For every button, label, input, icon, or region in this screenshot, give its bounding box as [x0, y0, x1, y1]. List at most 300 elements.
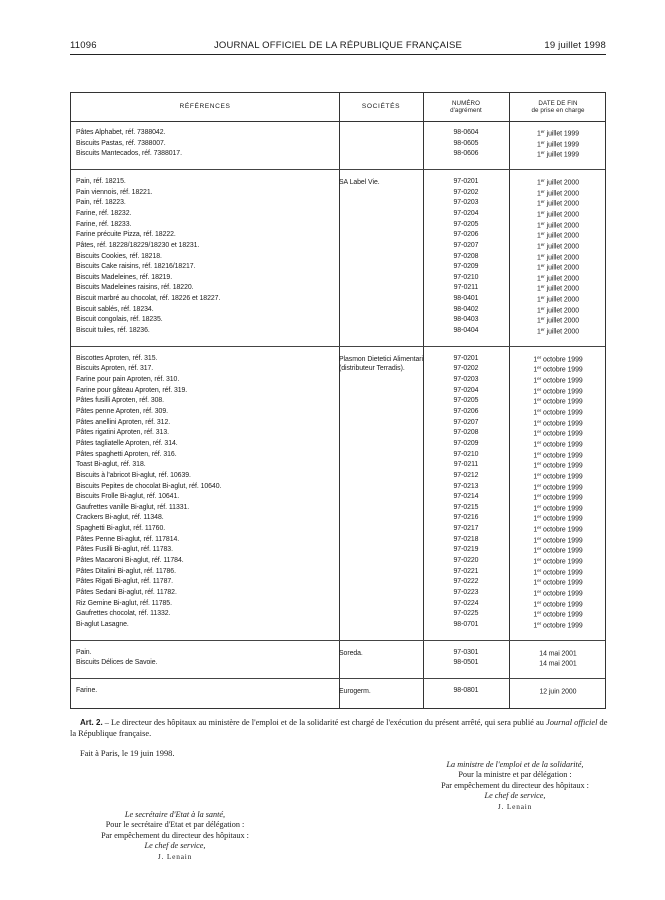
- end-date-ordinal: er: [537, 354, 542, 360]
- end-date-cell: [509, 578, 607, 587]
- end-date-ordinal: er: [540, 252, 545, 258]
- end-date-ordinal: er: [537, 610, 542, 616]
- end-date-cell: [509, 253, 607, 262]
- end-date-rest: octobre 1999: [541, 505, 583, 513]
- agreement-number-cell: 97-0217: [453, 525, 479, 533]
- end-date-cell: [509, 546, 607, 555]
- agreement-number-cell: 98-0403: [453, 316, 479, 324]
- reference-cell: Biscuit sablés, réf. 18234.: [76, 305, 154, 313]
- end-date-rest: octobre 1999: [541, 462, 583, 470]
- end-date-ordinal: er: [540, 305, 545, 311]
- agreement-number-cell: 97-0225: [453, 610, 479, 618]
- end-date-rest: octobre 1999: [541, 452, 583, 460]
- end-date-day: 1: [536, 296, 541, 304]
- end-date-rest: octobre 1999: [541, 537, 583, 545]
- end-date-day: 1: [536, 211, 541, 219]
- end-date-day: 1: [533, 569, 538, 577]
- agreement-number-cell: 97-0202: [453, 365, 479, 373]
- end-date-cell: [509, 150, 607, 159]
- end-date-day: 1: [536, 317, 541, 325]
- end-date-cell: [509, 327, 607, 336]
- reference-cell: Pâtes fusilli Aproten, réf. 308.: [76, 397, 165, 405]
- end-date-day: 1: [533, 505, 538, 513]
- reference-cell: Pâtes Alphabet, réf. 7388042.: [76, 129, 166, 136]
- end-date-day: 1: [536, 275, 541, 283]
- reference-cell: Bi-aglut Lasagne.: [76, 620, 129, 628]
- agreement-number-cell: 97-0204: [453, 386, 479, 394]
- end-date-rest: octobre 1999: [541, 579, 583, 587]
- end-date-ordinal: er: [537, 397, 542, 403]
- agreement-number-cell: 97-0214: [453, 493, 479, 501]
- end-date-cell: [509, 514, 607, 523]
- agreement-number-cell: 98-0701: [453, 620, 479, 628]
- agreement-number-cell: 97-0211: [453, 284, 479, 292]
- end-date-cell: [509, 306, 607, 315]
- end-date-cell: [509, 568, 607, 577]
- end-date-rest: octobre 1999: [541, 377, 583, 385]
- end-date-day: 1: [533, 366, 538, 374]
- end-date-cell: [509, 687, 607, 696]
- end-date-rest: octobre 1999: [541, 601, 583, 609]
- article-text-end: de la République française.: [70, 718, 608, 738]
- agreement-number-cell: 97-0213: [453, 482, 479, 490]
- table-header: [71, 93, 605, 122]
- end-date-ordinal: er: [537, 567, 542, 573]
- reference-cell: Pâtes penne Aproten, réf. 309.: [76, 407, 168, 415]
- end-date-ordinal: er: [537, 589, 542, 594]
- agreement-number-cell: 97-0221: [453, 567, 479, 575]
- reference-cell: Gaufrettes vanille Bi-aglut, réf. 11331.: [76, 503, 190, 511]
- agreement-number-cell: 97-0211: [453, 461, 479, 469]
- end-date-cell: [509, 140, 607, 149]
- end-date-cell: [509, 274, 607, 283]
- end-date-cell: [509, 316, 607, 325]
- end-date-day: 1: [533, 462, 538, 470]
- agreement-number-cell: 97-0209: [453, 439, 479, 447]
- end-date-ordinal: er: [540, 220, 545, 226]
- agreement-number-cell: 97-0210: [453, 450, 479, 458]
- end-date-ordinal: er: [540, 316, 545, 322]
- agreement-number-cell: 97-0202: [453, 188, 479, 196]
- end-date-rest: juillet 2000: [544, 254, 579, 261]
- end-date-cell: [509, 610, 607, 619]
- end-date-cell: [509, 589, 607, 598]
- societe-name: Eurogerm.: [339, 687, 371, 695]
- end-date-rest: juillet 2000: [544, 200, 579, 208]
- end-date-ordinal: er: [540, 284, 545, 290]
- end-date-day: 1: [533, 409, 538, 417]
- end-date-day: 1: [533, 388, 538, 396]
- agreement-number-cell: 97-0207: [453, 418, 479, 426]
- agreement-number-cell: 98-0404: [453, 327, 479, 335]
- issue-date: 19 juillet 1998: [544, 40, 606, 51]
- agreement-number-cell: 97-0210: [453, 273, 479, 281]
- group-divider: [71, 169, 605, 170]
- end-date-day: 1: [536, 264, 541, 272]
- col-header-societes: SOCIÉTÉS: [361, 103, 401, 111]
- end-date-ordinal: er: [540, 327, 545, 333]
- signature-role: Le chef de service,: [484, 791, 546, 801]
- end-date-ordinal: er: [537, 599, 542, 605]
- col-header-numero: [423, 93, 509, 121]
- reference-cell: Pâtes Fusilli Bi-aglut, réf. 11783.: [76, 546, 173, 554]
- end-date-day: 1: [533, 611, 538, 619]
- end-date-cell: [509, 472, 607, 481]
- end-date-ordinal: er: [537, 471, 542, 477]
- agreement-number-cell: 97-0201: [453, 177, 479, 185]
- end-date-day: 1: [536, 232, 541, 240]
- end-date-ordinal: er: [537, 535, 542, 541]
- agreement-number-cell: 97-0218: [453, 535, 479, 543]
- reference-cell: Biscuit congolais, réf. 18235.: [76, 316, 163, 324]
- reference-cell: Biscuits Madeleines, réf. 18219.: [76, 273, 173, 281]
- agreement-number-cell: 97-0206: [453, 231, 479, 239]
- end-date-cell: [509, 408, 607, 417]
- end-date-ordinal: er: [540, 241, 545, 247]
- signature-title: La ministre de l'emploi et de la solidarité,: [446, 760, 584, 769]
- end-date-cell: [509, 387, 607, 396]
- reference-cell: Pain.: [76, 648, 92, 656]
- end-date-cell: [509, 649, 607, 658]
- end-date-cell: [509, 451, 607, 460]
- end-date-ordinal: er: [540, 150, 545, 156]
- page-header: [70, 40, 606, 54]
- end-date-day: 1: [533, 430, 538, 438]
- reference-cell: Farine pour pain Aproten, réf. 310.: [76, 376, 180, 383]
- end-date-rest: octobre 1999: [541, 611, 583, 619]
- agreement-number-cell: 97-0205: [453, 220, 479, 228]
- agreement-number-cell: 97-0223: [453, 589, 479, 596]
- article-2: [70, 718, 610, 739]
- end-date-day: 1: [536, 285, 541, 293]
- reference-cell: Pain, réf. 18223.: [76, 199, 126, 207]
- end-date-cell: [509, 284, 607, 293]
- reference-cell: Biscuit tuiles, réf. 18236.: [76, 327, 150, 335]
- signature-line: Par empêchement du directeur des hôpitaux :: [101, 830, 249, 840]
- end-date-rest: juillet 1999: [544, 130, 579, 138]
- group-divider: [71, 346, 605, 347]
- end-date-rest: juillet 2000: [544, 317, 579, 325]
- signature-name: J. Lenain: [157, 851, 193, 861]
- reference-cell: Pâtes spaghetti Aproten, réf. 316.: [76, 450, 177, 458]
- agreement-number-cell: 97-0203: [453, 199, 479, 207]
- end-date-day: 1: [536, 307, 541, 315]
- end-date-rest: octobre 1999: [541, 388, 583, 396]
- reference-cell: Farine pour gâteau Aproten, réf. 319.: [76, 386, 188, 394]
- end-date-cell: [509, 493, 607, 502]
- end-date-cell: [509, 504, 607, 513]
- end-date-day: 1: [536, 179, 541, 187]
- end-date-rest: octobre 1999: [541, 515, 583, 523]
- end-date-cell: [509, 621, 607, 630]
- agreement-number-cell: 97-0204: [453, 209, 479, 217]
- end-date-cell: [509, 557, 607, 566]
- end-date-day: 1: [533, 377, 538, 385]
- agreement-number-cell: 97-0222: [453, 578, 479, 586]
- col-header-references: RÉFÉRENCES: [179, 103, 231, 111]
- end-date-cell: [509, 429, 607, 438]
- agreement-number-cell: 98-0401: [453, 295, 479, 303]
- end-date-day: 1: [536, 254, 541, 261]
- end-date-ordinal: er: [540, 209, 545, 215]
- reference-cell: Biscuits Frolle Bi-aglut, réf. 10641.: [76, 493, 180, 501]
- agreement-number-cell: 97-0219: [453, 546, 479, 554]
- end-date-cell: [509, 365, 607, 374]
- end-date-cell: [509, 659, 607, 668]
- agreement-number-cell: 97-0201: [453, 354, 479, 362]
- end-date-cell: [509, 129, 607, 138]
- end-date-rest: octobre 1999: [541, 473, 583, 481]
- end-date-cell: [509, 295, 607, 304]
- end-date-day: 1: [533, 526, 538, 534]
- end-date-rest: juillet 2000: [544, 190, 579, 198]
- end-date-rest: octobre 1999: [541, 420, 583, 428]
- end-date-cell: [509, 189, 607, 198]
- end-date-day: 1: [533, 494, 538, 502]
- end-date-cell: [509, 263, 607, 272]
- agreement-number-cell: 97-0208: [453, 429, 479, 437]
- end-date-rest: juillet 2000: [544, 296, 579, 304]
- reference-cell: Spaghetti Bi-aglut, réf. 11760.: [76, 525, 166, 533]
- end-date-cell: [509, 397, 607, 406]
- reference-cell: Farine précuite Pizza, réf. 18222.: [76, 231, 176, 239]
- group-divider: [71, 678, 605, 679]
- reference-cell: Biscuits Pastas, réf. 7388007.: [76, 139, 166, 147]
- reference-cell: Toast Bi-aglut, réf. 318.: [76, 461, 146, 469]
- end-date-rest: juillet 2000: [544, 275, 579, 283]
- end-date-cell: [509, 536, 607, 545]
- end-date-rest: 14 mai 2001: [539, 650, 577, 658]
- agreement-number-cell: 97-0209: [453, 263, 479, 271]
- reference-cell: Biscuits Mantecados, réf. 7388017.: [76, 150, 182, 158]
- end-date-cell: [509, 231, 607, 240]
- col-header-date-line2: de prise en charge: [531, 107, 585, 114]
- agreement-table: [70, 92, 606, 709]
- end-date-rest: octobre 1999: [541, 558, 583, 566]
- agreement-number-cell: 98-0402: [453, 305, 479, 313]
- end-date-ordinal: er: [540, 263, 545, 269]
- societe-name: Soreda.: [339, 649, 363, 657]
- reference-cell: Pâtes tagliatelle Aproten, réf. 314.: [76, 439, 178, 447]
- reference-cell: Biscuits Pepites de chocolat Bi-aglut, réf. 10640.: [76, 482, 222, 490]
- col-header-numero-line1: NUMÉRO: [451, 99, 481, 107]
- end-date-ordinal: er: [537, 450, 542, 456]
- end-date-day: 1: [533, 441, 538, 449]
- fait-a-paris: Fait à Paris, le 19 juin 1998.: [80, 749, 175, 758]
- end-date-ordinal: er: [537, 365, 542, 371]
- reference-cell: Biscuits à l'abricot Bi-aglut, réf. 10639.: [76, 471, 191, 479]
- page-number: 11096: [70, 40, 97, 51]
- societe-name: Plasmon Dietetici Alimentari (distributeur Terradis).: [339, 355, 423, 372]
- end-date-cell: [509, 419, 607, 428]
- end-date-ordinal: er: [540, 273, 545, 279]
- end-date-rest: octobre 1999: [541, 366, 583, 374]
- article-text: – Le directeur des hôpitaux au ministère de l'emploi et de la solidarité est chargé de l'exécution du présent arrêté, qui sera publié au: [102, 718, 546, 727]
- end-date-day: 1: [536, 141, 541, 149]
- reference-cell: Pâtes, réf. 18228/18229/18230 et 18231.: [76, 241, 200, 249]
- end-date-day: 1: [536, 243, 541, 251]
- end-date-cell: [509, 525, 607, 534]
- end-date-rest: 14 mai 2001: [539, 660, 577, 668]
- end-date-ordinal: er: [537, 418, 542, 424]
- article-label: Art. 2.: [80, 718, 103, 727]
- end-date-day: 1: [536, 222, 541, 230]
- end-date-ordinal: er: [537, 407, 542, 413]
- end-date-ordinal: er: [537, 493, 542, 499]
- societe-name: SA Label Vie.: [339, 178, 380, 186]
- end-date-ordinal: er: [540, 139, 545, 145]
- signature-name: J. Lenain: [497, 801, 533, 811]
- end-date-cell: [509, 242, 607, 251]
- signature-role: Le chef de service,: [144, 841, 206, 851]
- end-date-rest: juillet 1999: [544, 151, 579, 159]
- end-date-rest: octobre 1999: [541, 430, 583, 438]
- end-date-ordinal: er: [537, 514, 542, 520]
- end-date-day: 1: [533, 420, 538, 428]
- col-header-numero-line2: d'agrément: [450, 107, 482, 114]
- signature-line: Pour le secrétaire d'Etat et par délégation :: [105, 820, 245, 830]
- end-date-ordinal: er: [540, 199, 545, 205]
- signature-block-ministre: [400, 760, 630, 812]
- signature-title: Le secrétaire d'Etat à la santé,: [124, 810, 226, 819]
- journal-title: JOURNAL OFFICIEL DE LA RÉPUBLIQUE FRANÇAISE: [213, 40, 463, 51]
- agreement-number-cell: 97-0208: [453, 252, 479, 260]
- reference-cell: Biscuits Cake raisins, réf. 18216/18217.: [76, 263, 196, 271]
- end-date-rest: 12 juin 2000: [539, 688, 577, 696]
- agreement-number-cell: 97-0301: [453, 648, 479, 656]
- reference-cell: Biscuits Madeleines raisins, réf. 18220.: [76, 284, 194, 292]
- end-date-rest: juillet 2000: [544, 264, 579, 272]
- reference-cell: Biscuits Cookies, réf. 18218.: [76, 252, 162, 260]
- end-date-rest: juillet 2000: [544, 179, 579, 187]
- reference-cell: Pâtes Macaroni Bi-aglut, réf. 11784.: [76, 557, 184, 565]
- end-date-cell: [509, 600, 607, 609]
- end-date-ordinal: er: [537, 461, 542, 467]
- end-date-cell: [509, 221, 607, 230]
- reference-cell: Gaufrettes chocolat, réf. 11332.: [76, 610, 171, 618]
- reference-cell: Farine.: [76, 686, 98, 694]
- end-date-rest: juillet 2000: [544, 285, 579, 293]
- reference-cell: Pain, réf. 18215.: [76, 177, 126, 185]
- agreement-number-cell: 97-0212: [453, 471, 479, 479]
- end-date-day: 1: [533, 398, 538, 406]
- end-date-ordinal: er: [537, 429, 542, 435]
- end-date-cell: [509, 440, 607, 449]
- end-date-rest: juillet 1999: [544, 141, 579, 149]
- col-header-date-line1: DATE DE FIN: [538, 99, 578, 107]
- reference-cell: Pâtes Ditalini Bi-aglut, réf. 11786.: [76, 567, 176, 575]
- reference-cell: Pain viennois, réf. 18221.: [76, 188, 153, 196]
- end-date-day: 1: [533, 473, 538, 481]
- reference-cell: Biscuits Délices de Savoie.: [76, 659, 158, 667]
- end-date-ordinal: er: [540, 188, 545, 194]
- header-rule: [70, 54, 606, 55]
- end-date-rest: octobre 1999: [541, 494, 583, 502]
- end-date-cell: [509, 483, 607, 492]
- end-date-ordinal: er: [537, 546, 542, 552]
- agreement-number-cell: 98-0604: [453, 129, 479, 136]
- reference-cell: Riz Gemine Bi-aglut, réf. 11785.: [76, 599, 172, 607]
- end-date-ordinal: er: [540, 129, 545, 134]
- agreement-number-cell: 97-0215: [453, 503, 479, 511]
- agreement-number-cell: 98-0605: [453, 139, 479, 147]
- end-date-cell: [509, 178, 607, 187]
- end-date-day: 1: [536, 200, 541, 208]
- end-date-ordinal: er: [537, 620, 542, 626]
- end-date-ordinal: er: [537, 439, 542, 445]
- end-date-day: 1: [533, 622, 538, 630]
- reference-cell: Farine, réf. 18233.: [76, 220, 132, 228]
- end-date-cell: [509, 210, 607, 219]
- end-date-day: 1: [533, 452, 538, 460]
- end-date-day: 1: [533, 484, 538, 491]
- end-date-day: 1: [536, 151, 541, 159]
- end-date-ordinal: er: [537, 557, 542, 563]
- agreement-number-cell: 97-0220: [453, 557, 479, 565]
- end-date-ordinal: er: [540, 295, 545, 301]
- end-date-day: 1: [536, 130, 541, 138]
- end-date-day: 1: [533, 515, 538, 523]
- end-date-day: 1: [533, 537, 538, 545]
- agreement-number-cell: 97-0207: [453, 241, 479, 249]
- col-header-date: [509, 93, 607, 121]
- end-date-day: 1: [533, 356, 538, 364]
- end-date-rest: octobre 1999: [541, 526, 583, 534]
- reference-cell: Farine, réf. 18232.: [76, 209, 132, 217]
- end-date-rest: octobre 1999: [541, 409, 583, 417]
- end-date-day: 1: [533, 547, 538, 555]
- end-date-day: 1: [536, 190, 541, 198]
- end-date-rest: octobre 1999: [541, 441, 583, 449]
- reference-cell: Pâtes rigatini Aproten, réf. 313.: [76, 429, 169, 437]
- end-date-rest: juillet 2000: [544, 222, 579, 230]
- reference-cell: Pâtes Sedani Bi-aglut, réf. 11782.: [76, 589, 177, 596]
- end-date-rest: juillet 2000: [544, 232, 579, 240]
- end-date-rest: octobre 1999: [541, 547, 583, 555]
- signature-block-secretaire: [60, 810, 290, 862]
- signature-line: Pour la ministre et par délégation :: [458, 770, 572, 780]
- end-date-rest: juillet 2000: [544, 328, 579, 336]
- end-date-cell: [509, 376, 607, 385]
- reference-cell: Biscuits Aproten, réf. 317.: [76, 365, 154, 373]
- end-date-ordinal: er: [537, 376, 542, 381]
- reference-cell: Pâtes Penne Bi-aglut, réf. 117814.: [76, 535, 180, 543]
- agreement-number-cell: 97-0205: [453, 397, 479, 405]
- agreement-number-cell: 98-0606: [453, 150, 479, 158]
- end-date-rest: juillet 2000: [544, 243, 579, 251]
- reference-cell: Pâtes anellini Aproten, réf. 312.: [76, 418, 171, 426]
- end-date-ordinal: er: [537, 578, 542, 584]
- end-date-cell: [509, 355, 607, 364]
- agreement-number-cell: 98-0801: [453, 686, 479, 694]
- end-date-ordinal: er: [537, 525, 542, 531]
- agreement-number-cell: 97-0203: [453, 376, 479, 383]
- article-journal: Journal officiel: [546, 718, 598, 727]
- end-date-rest: octobre 1999: [541, 484, 583, 491]
- end-date-rest: juillet 2000: [544, 211, 579, 219]
- end-date-day: 1: [536, 328, 541, 336]
- end-date-ordinal: er: [537, 503, 542, 509]
- end-date-cell: [509, 461, 607, 470]
- end-date-ordinal: er: [537, 482, 542, 488]
- group-divider: [71, 640, 605, 641]
- signature-line: Par empêchement du directeur des hôpitaux :: [441, 780, 589, 790]
- end-date-rest: octobre 1999: [541, 356, 583, 364]
- reference-cell: Pâtes Rigati Bi-aglut, réf. 11787.: [76, 578, 173, 586]
- end-date-rest: octobre 1999: [541, 590, 583, 598]
- agreement-number-cell: 97-0224: [453, 599, 479, 607]
- end-date-ordinal: er: [537, 386, 542, 392]
